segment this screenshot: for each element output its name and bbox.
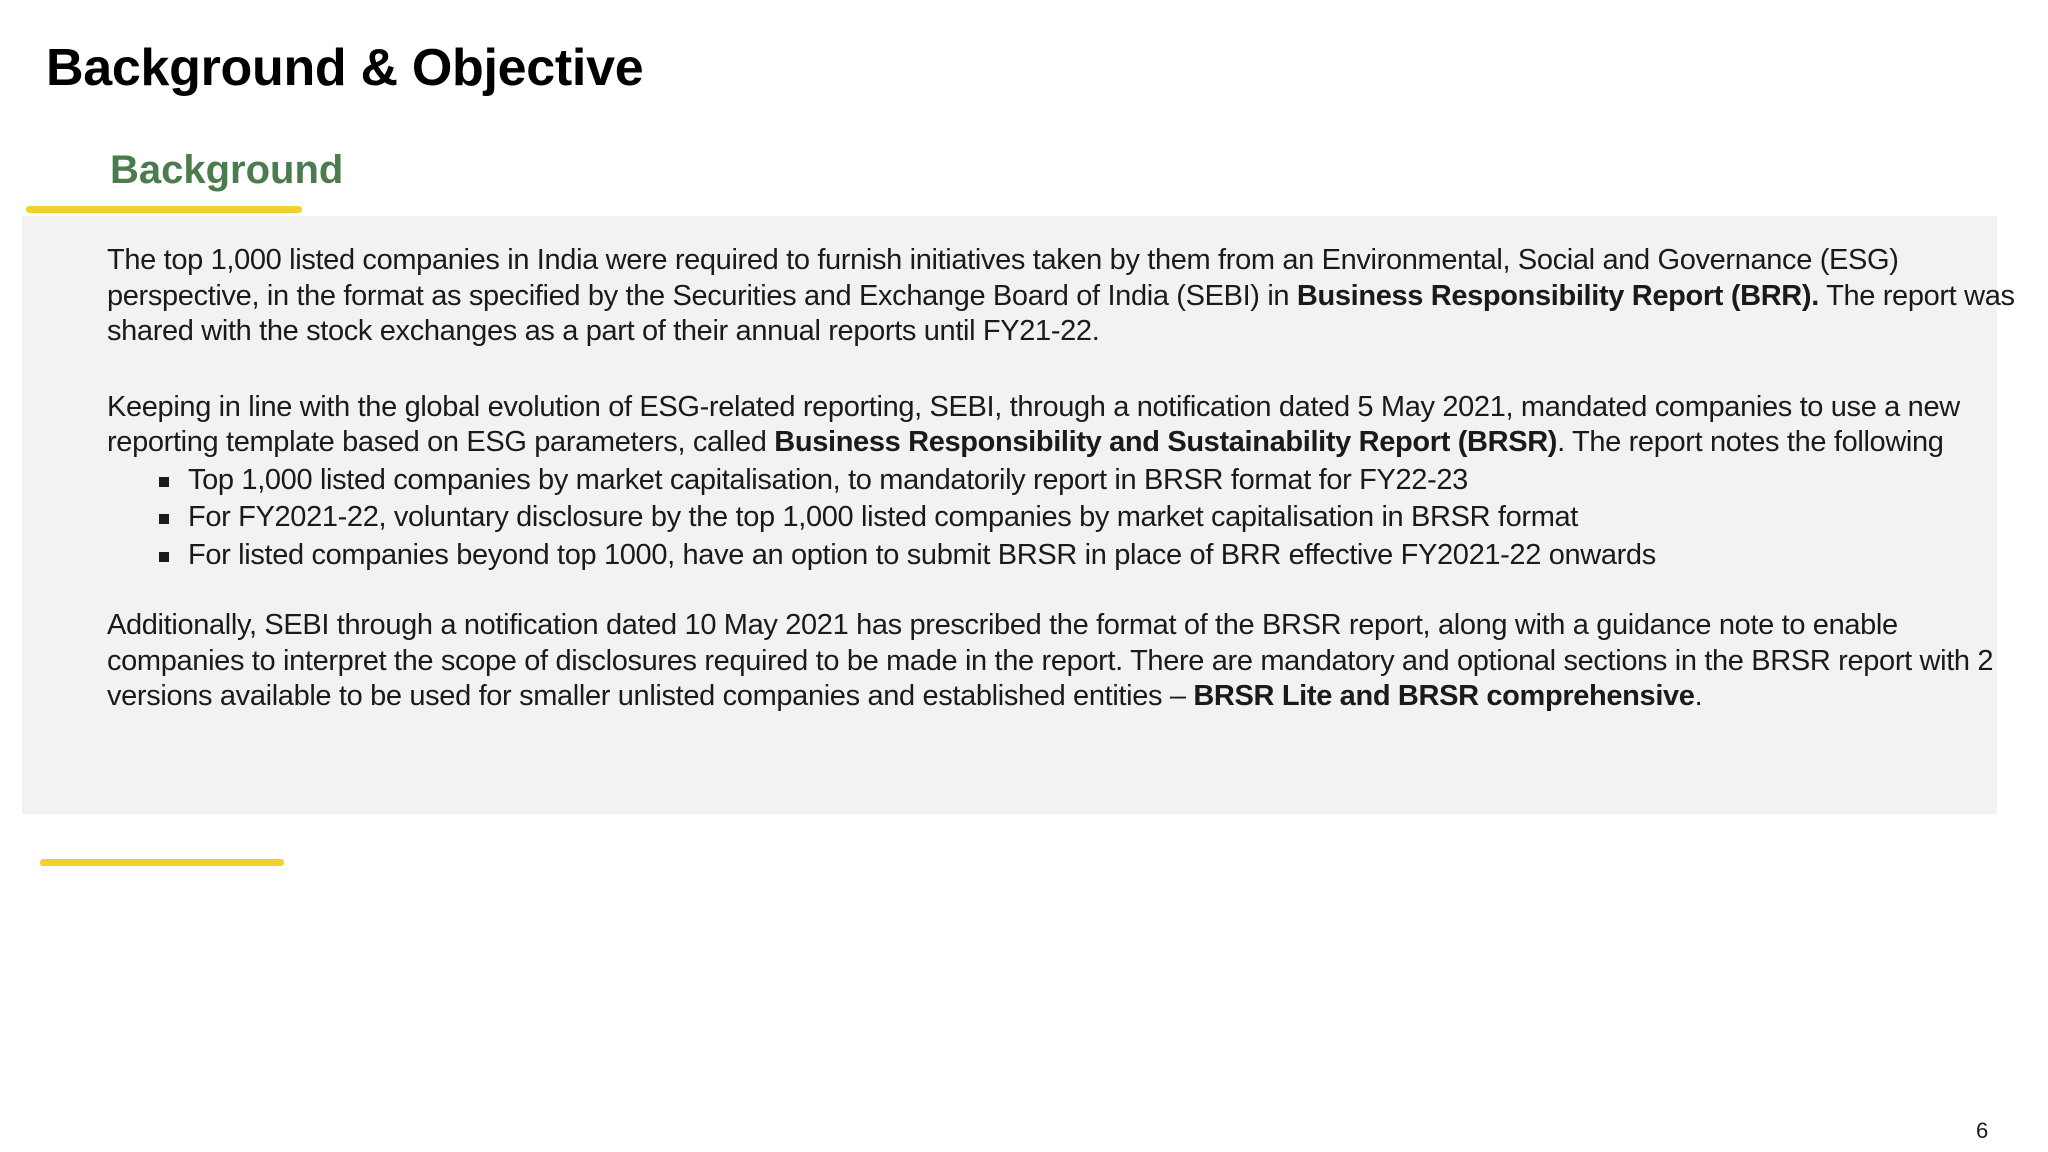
brsr-notes-list xyxy=(107,462,2027,575)
heading-accent-line xyxy=(26,206,302,213)
paragraph-brsr xyxy=(107,390,2027,461)
paragraph-text: The top 1,000 listed companies in India were required to furnish initiatives taken by them from an Environmental, Social and Governance (ESG) perspective, in the format as specified by the Securities and Exchange Board of India (SEBI) in xyxy=(107,244,1899,312)
list-item xyxy=(107,499,2027,537)
paragraph-bold-term: Business Responsibility and Sustainability Report (BRSR) xyxy=(774,426,1558,458)
square-bullet-icon xyxy=(159,552,169,562)
paragraph-brr xyxy=(107,243,2027,350)
list-item xyxy=(107,462,2027,500)
paragraph-text: . The report notes the following xyxy=(1557,426,1944,458)
footer-accent-line xyxy=(40,859,284,866)
paragraph-text: . xyxy=(1694,680,1703,712)
list-item-text: For listed companies beyond top 1000, have an option to submit BRSR in place of BRR effective FY2021-22 onwards xyxy=(188,538,1656,571)
list-item xyxy=(107,537,2027,575)
square-bullet-icon xyxy=(159,477,169,487)
paragraph-bold-term: Business Responsibility Report (BRR). xyxy=(1296,279,1819,312)
page-number: 6 xyxy=(1976,1118,1989,1143)
slide-title: Background & Objective xyxy=(46,39,644,97)
paragraph-bold-term: BRSR Lite and BRSR comprehensive xyxy=(1193,680,1695,712)
paragraph-text: The report was shared with the stock exchanges as a part of their annual reports until FY21-22. xyxy=(107,279,2015,347)
list-item-text: For FY2021-22, voluntary disclosure by the top 1,000 listed companies by market capitalisation in BRSR format xyxy=(188,501,1578,533)
list-item-text: Top 1,000 listed companies by market capitalisation, to mandatorily report in BRSR format for FY22-23 xyxy=(188,463,1468,496)
section-heading-background: Background xyxy=(110,148,344,192)
paragraph-text: Additionally, SEBI through a notification dated 10 May 2021 has prescribed the format of the BRSR report, along with a guidance note to enable companies to interpret the scope of disclosures required to be made in the report. There are mandatory and optional sections in the BRSR report with 2 versions available to be used for smaller unlisted companies and established entities – xyxy=(107,609,1994,712)
paragraph-text: Keeping in line with the global evolution of ESG-related reporting, SEBI, through a notification dated 5 May 2021, mandated companies to use a new reporting template based on ESG parameters, called xyxy=(107,390,1960,458)
square-bullet-icon xyxy=(159,514,169,524)
paragraph-brsr-format xyxy=(107,608,2027,715)
background-content xyxy=(107,243,2027,715)
